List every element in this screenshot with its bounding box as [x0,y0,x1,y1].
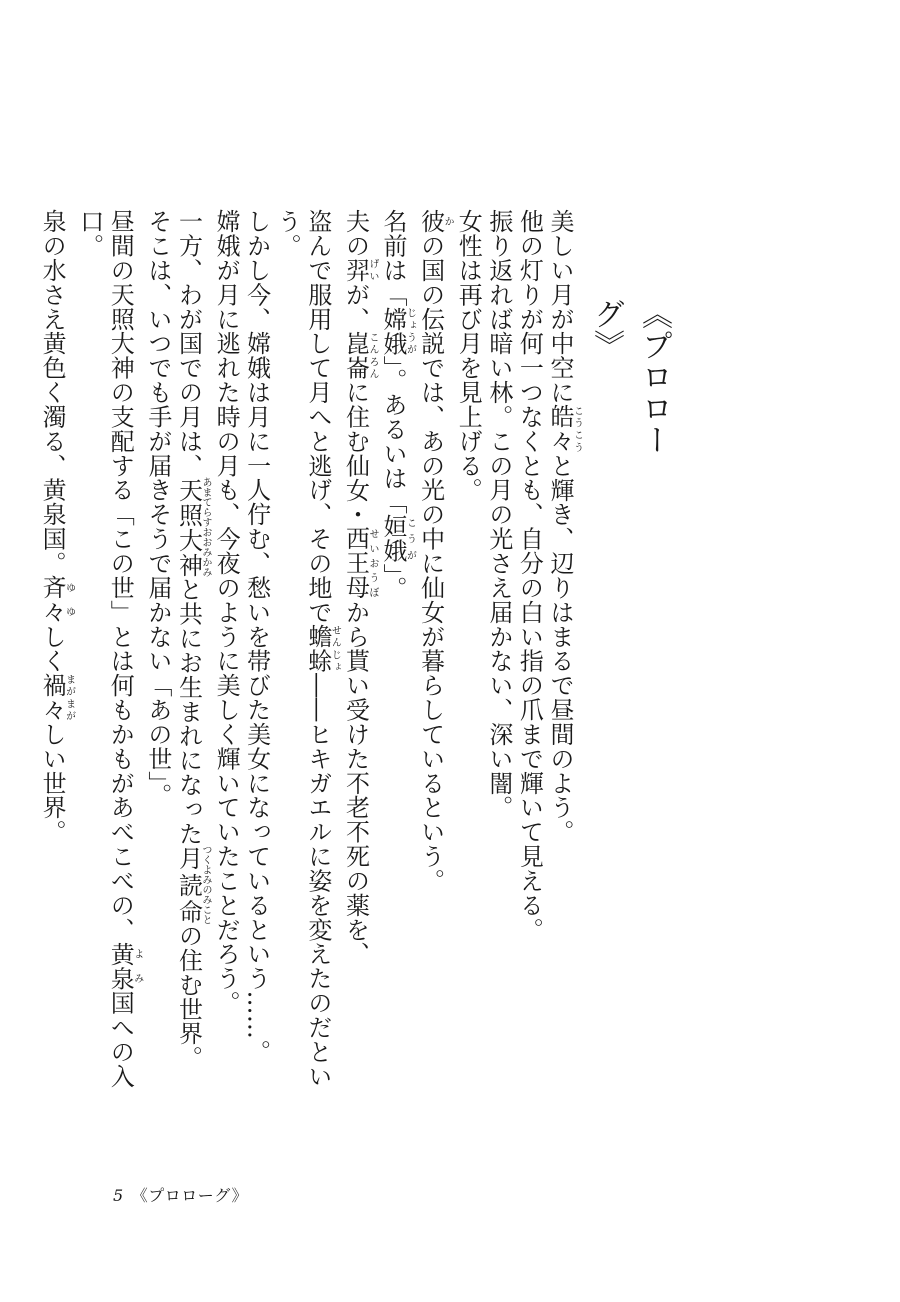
text-run: しい世界。 [38,721,67,844]
text-run: 他の灯りが何一つなくとも、自分の白い指の爪まで輝いて見える。 [515,209,544,942]
paragraph [241,209,272,1089]
ruby-word [38,673,75,722]
ruby-word [341,526,378,600]
ruby-base: 羿 [341,257,370,283]
furigana: あまてらすおおみかみ [199,477,211,578]
paragraph [483,209,514,1089]
paragraph [514,209,545,1089]
ruby-word [379,514,416,564]
paragraph [37,209,75,1089]
text-run: 美しい月が中空に [546,209,574,405]
text-run: ――ヒキガエルに姿を変えたのだという。 [273,209,332,1089]
ruby-base: 嫦娥 [379,306,408,356]
text-run: 夫の [341,209,370,258]
ruby-base: 西王母 [341,526,370,600]
text-run: 名前は「 [379,209,408,307]
paragraph [544,209,582,1089]
ruby-base: 蟾蜍 [303,624,332,673]
furigana: こうこう [571,404,583,454]
text-run: の国の伝説では、あの光の中に仙女が暮らしているという。 [416,233,445,893]
ruby-word [341,331,378,380]
ruby-base: 皓々 [546,404,574,454]
ruby-base: 月読命 [174,844,203,925]
text-run: から貰い受けた不老不死の薬を、 [341,599,370,967]
ruby-base: 姮娥 [379,514,408,564]
chapter-title: 《プロローグ》 [588,298,672,456]
text-run: の住む世界。 [174,923,203,1070]
ruby-word [38,575,75,625]
text-run: 盗んで服用して月へと逃げ、その地で [303,209,332,625]
paragraph [142,209,173,1089]
furigana: よみ [131,941,143,991]
paragraph [272,209,340,1089]
paragraph [453,209,484,1089]
paragraph [74,209,142,1089]
text-run: 昼間の天照大神の支配する「この世」とは何もかもがあべこべの、 [106,209,135,942]
body-text [38,209,583,1089]
furigana: じょうが [404,306,416,356]
paragraph [340,209,378,1089]
paragraph [415,209,453,1089]
ruby-base: 天照大神 [174,477,203,578]
text-run: 」。あるいは「 [379,355,408,515]
text-run: と共にお生まれになった [174,577,203,846]
ruby-word [546,404,583,454]
furigana: せいおうぼ [366,526,378,600]
ruby-word [106,941,143,991]
paragraph [377,209,415,1089]
text-run: しかし今、嫦娥は月に一人佇む、愁いを帯びた美女になっているという……。 [242,209,271,1064]
paragraph [210,209,241,1089]
text-run: が、 [341,282,370,332]
ruby-word [416,209,454,234]
furigana: こうが [404,514,416,564]
text-run: 泉の水さえ黄色く濁る、黄泉国。 [38,209,67,576]
paragraph [173,209,211,1089]
text-run: 国への入口。 [75,209,135,1089]
furigana: こんろん [366,331,378,380]
text-run: しく [38,624,67,673]
furigana: げい [366,257,378,283]
ruby-word [174,477,211,578]
ruby-word [341,257,378,283]
ruby-word [303,624,341,673]
text-run: 振り返れば暗い林。この月の光さえ届かない、深い闇。 [484,209,513,820]
ruby-word [174,844,211,925]
ruby-base: 禍々 [38,673,67,722]
text-run: 女性は再び月を見上げる。 [454,209,483,503]
text-run: そこは、いつでも手が届きそうで届かない「あの世」。 [143,209,172,808]
page-footer [113,1186,248,1206]
running-title: 《プロローグ》 [131,1186,248,1205]
text-run: に住む仙女・ [341,379,370,527]
furigana: せんじょ [329,624,341,673]
ruby-base: 黄泉 [106,941,135,991]
ruby-word [379,306,416,356]
furigana: まがまが [63,673,75,722]
furigana: つくよみのみこと [199,844,211,925]
text-run: 」。 [379,563,408,601]
page-number: 5 [113,1186,124,1205]
furigana: か [442,209,454,234]
text-run: 一方、わが国での月は、 [174,209,203,478]
ruby-base: 斉々 [38,575,67,625]
text-run: 嫦娥が月に逃れた時の月も、今夜のように美しく輝いていたことだろう。 [212,209,241,1015]
text-run: と輝き、辺りはまるで昼間のよう。 [546,453,574,844]
ruby-base: 崑崙 [341,331,370,380]
ruby-base: 彼 [416,209,445,234]
furigana: ゆゆ [63,575,75,625]
